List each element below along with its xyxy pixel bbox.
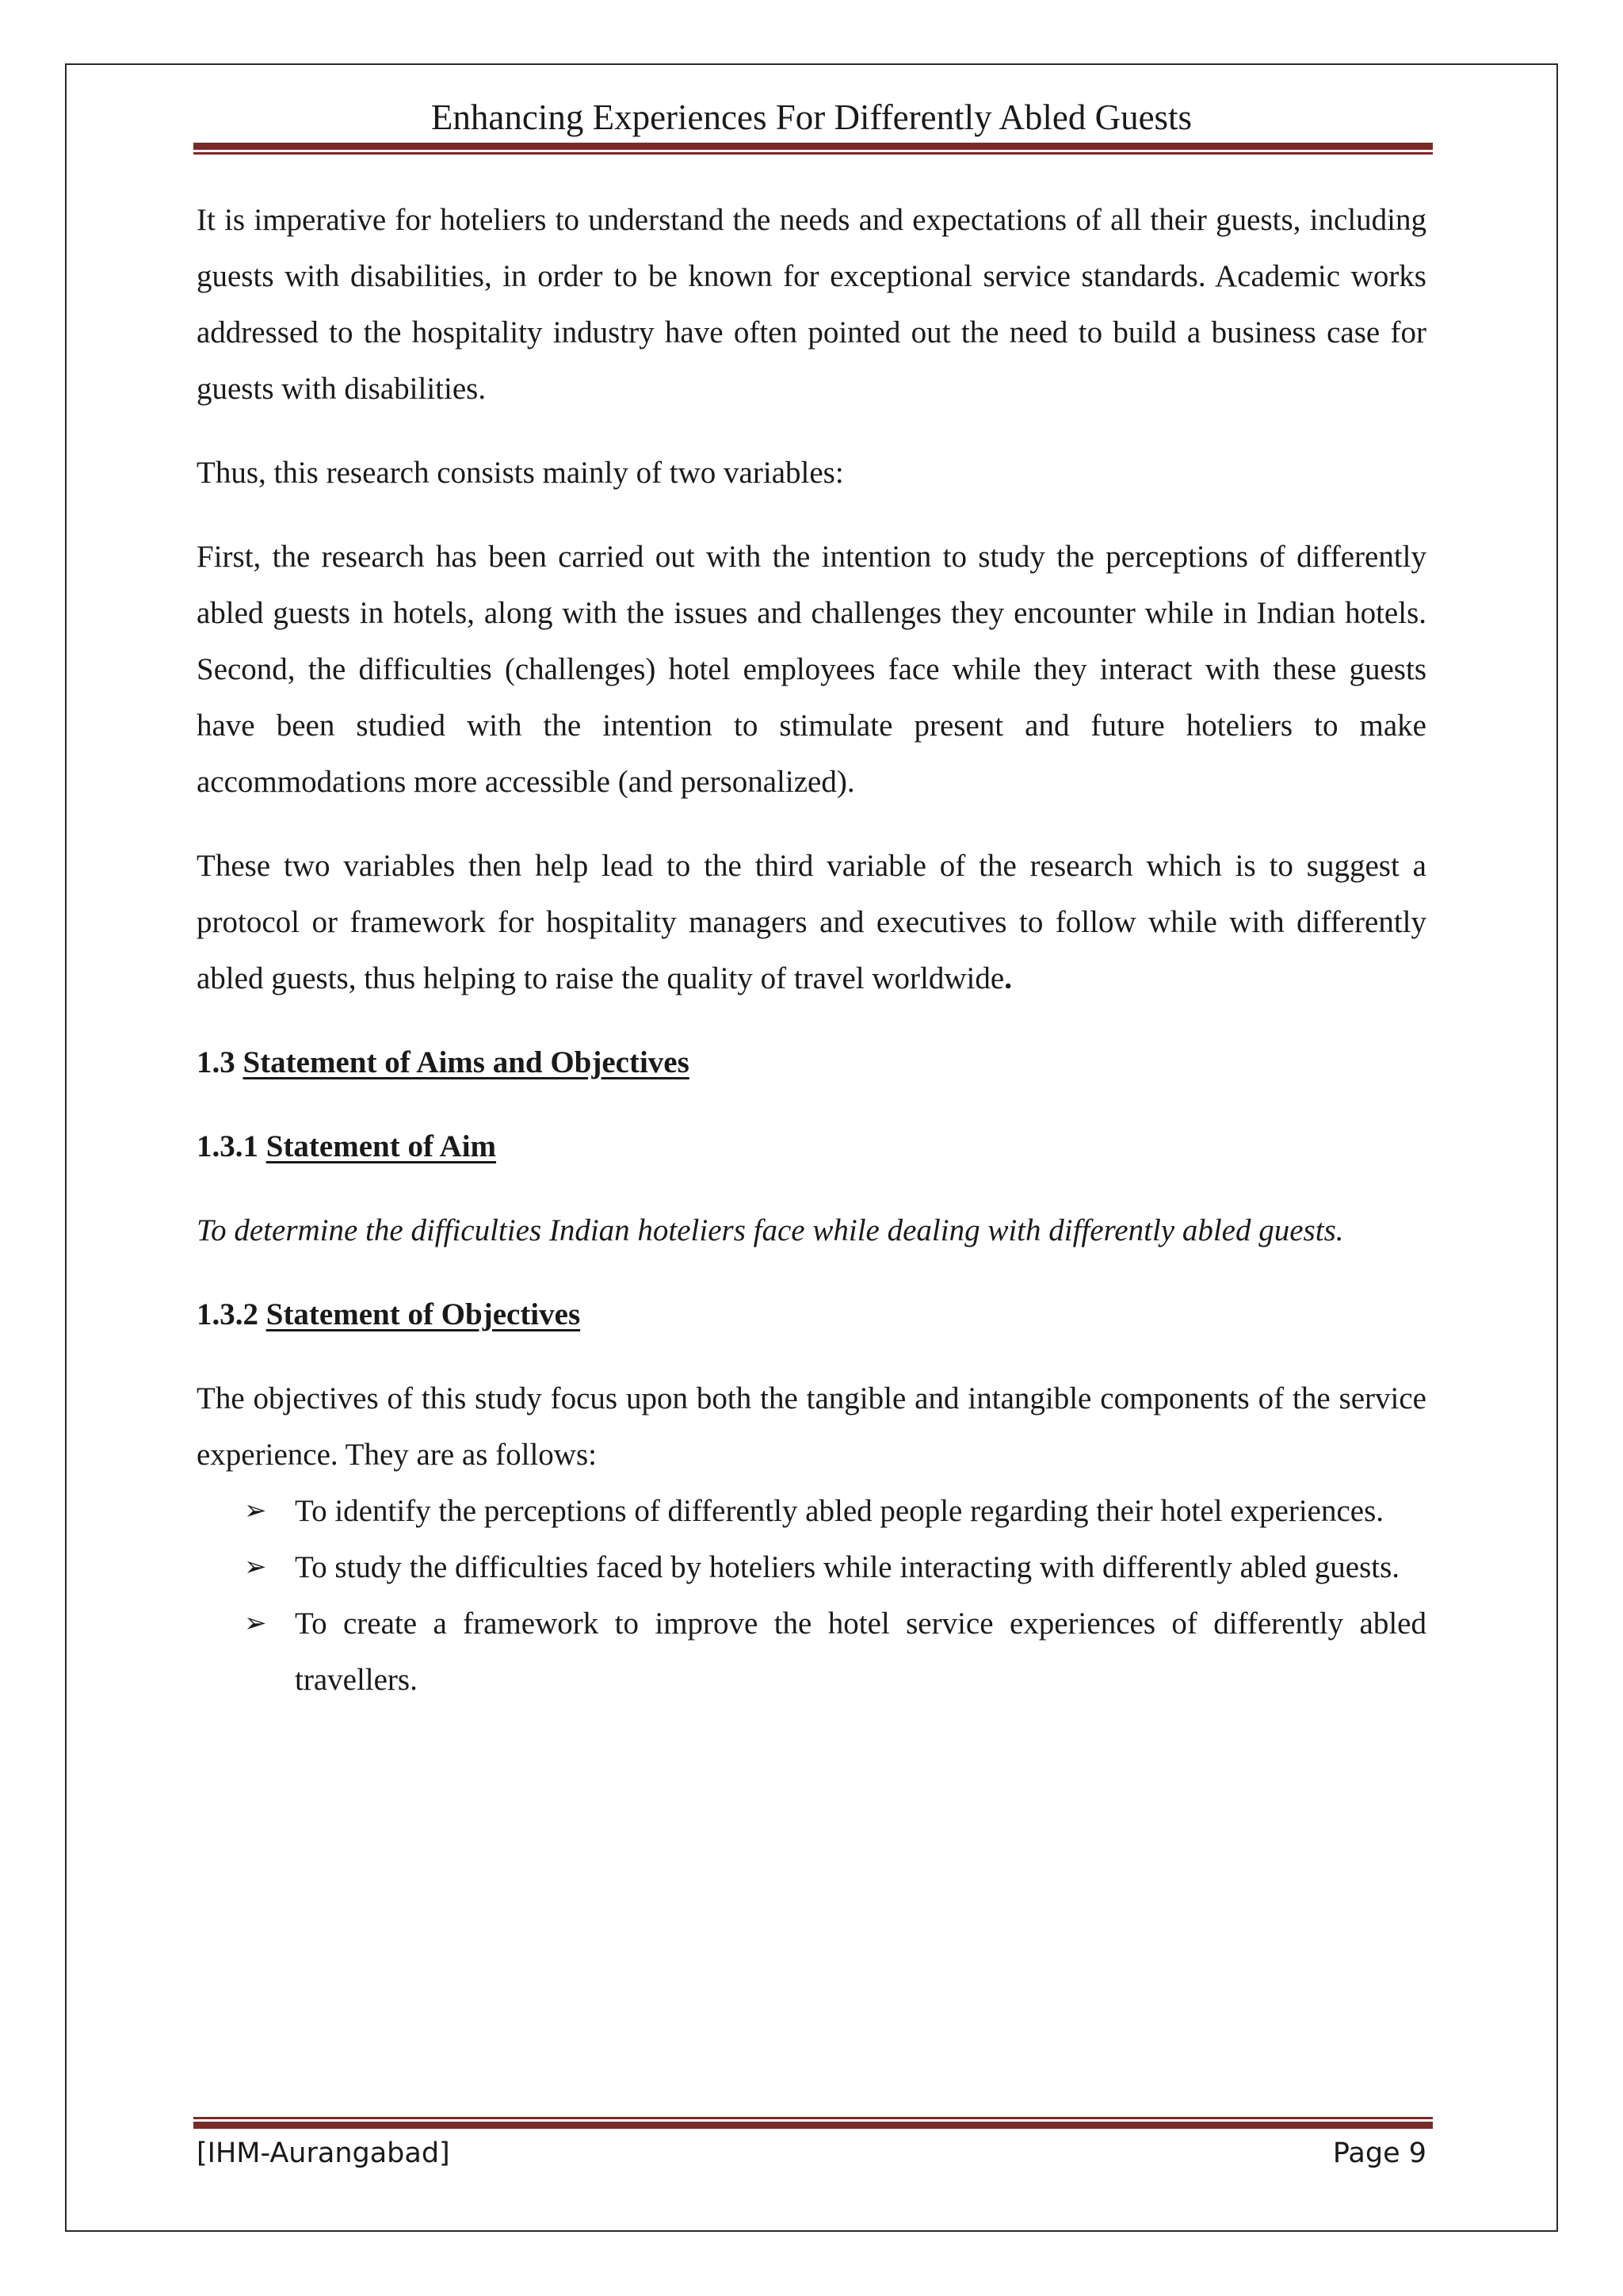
objectives-list	[197, 1483, 1426, 1708]
section-title: Statement of Aims and Objectives	[242, 1045, 689, 1079]
arrow-bullet-icon: ➢	[244, 1551, 267, 1583]
arrow-bullet-icon: ➢	[244, 1607, 267, 1639]
aim-statement: To determine the difficulties Indian hoteliers face while dealing with differently abled guests.	[197, 1213, 1344, 1247]
section-number: 1.3.2	[197, 1297, 258, 1331]
objectives-intro: The objectives of this study focus upon both the tangible and intangible components of the service experience. They are as follows:	[197, 1381, 1426, 1472]
paragraph-3: First, the research has been carried out with the intention to study the perceptions of differently abled guests in hotels, along with the issues and challenges they encounter while in Indian hotels. Second, the difficulties (challenges) hotel employees face while they interact with these guests have been studied with the intention to stimulate present and future hoteliers to make accommodations more accessible (and personalized).	[197, 540, 1426, 799]
paragraph-2: Thus, this research consists mainly of two variables:	[197, 456, 844, 490]
page-body	[197, 192, 1426, 1708]
list-item	[197, 1483, 1426, 1539]
paragraph-4-period: .	[1004, 961, 1012, 995]
list-item	[197, 1595, 1426, 1708]
paragraph-4	[197, 838, 1426, 1007]
header-rule	[193, 143, 1433, 155]
page-number: Page 9	[1332, 2137, 1426, 2169]
section-title: Statement of Objectives	[265, 1297, 581, 1331]
paragraph-4-text: These two variables then help lead to the third variable of the research which is to suggest a protocol or framework for hospitality managers and executives to follow while with differently abled guests, thus helping to raise the quality of travel worldwide	[197, 849, 1426, 995]
objective-text: To create a framework to improve the hotel service experiences of differently abled travellers.	[295, 1606, 1426, 1697]
section-title: Statement of Aim	[265, 1129, 497, 1163]
section-heading-1-3-2	[197, 1286, 1426, 1343]
paragraph-1: It is imperative for hoteliers to understand the needs and expectations of all their guests, including guests with disabilities, in order to be known for exceptional service standards. Academic works addressed to the hospitality industry have often pointed out the need to build a business case for guests with disabilities.	[197, 203, 1426, 406]
running-header-title: Enhancing Experiences For Differently Abled Guests	[430, 97, 1193, 137]
section-number: 1.3	[197, 1045, 235, 1079]
section-number: 1.3.1	[197, 1129, 258, 1163]
footer-institution: [IHM-Aurangabad]	[197, 2137, 450, 2169]
objective-text: To identify the perceptions of differently abled people regarding their hotel experiences.	[295, 1494, 1384, 1528]
section-heading-1-3-1	[197, 1118, 1426, 1175]
objective-text: To study the difficulties faced by hoteliers while interacting with differently abled guests.	[295, 1550, 1400, 1584]
arrow-bullet-icon: ➢	[244, 1495, 267, 1526]
section-heading-1-3	[197, 1034, 1426, 1091]
footer-rule	[193, 2117, 1433, 2129]
list-item	[197, 1539, 1426, 1595]
